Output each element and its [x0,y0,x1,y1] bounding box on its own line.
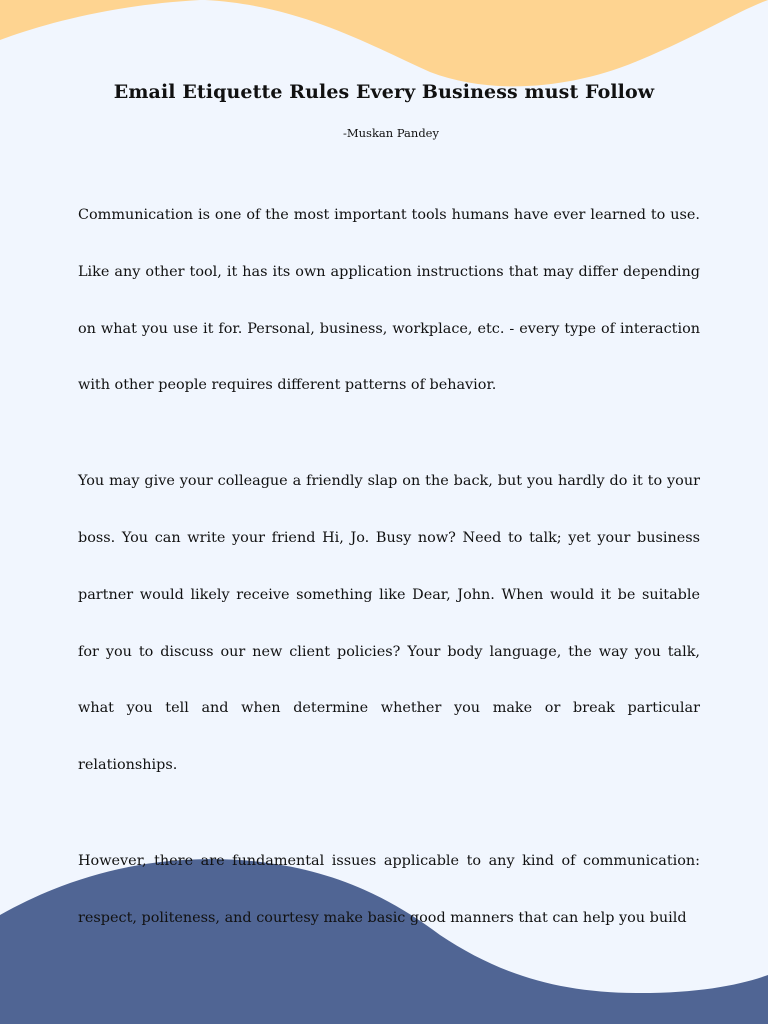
body-paragraph: You may give your colleague a friendly slap on the back, but you hardly do it to your boss. You can write your friend Hi, Jo. Busy now? Need to talk; yet your business partner would likely receive something like Dear, John. When would it be suitable for you to discuss our new client policies? Your body language, the way you talk, what you tell and when determine whether you make or break particular relationships. [78,473,700,774]
body-paragraph: However, there are fundamental issues applicable to any kind of communication: respect, politeness, and courtesy make basic good manners that can help you build [78,852,700,926]
body-paragraph: Communication is one of the most important tools humans have ever learned to use. Like any other tool, it has its own application instructions that may differ depending on what you use it for. Personal, business, workplace, etc. - every type of interaction with other people requires different patterns of behavior. [78,207,700,394]
document-body [78,187,700,986]
document-author: -Muskan Pandey [342,126,439,140]
document-title: Email Etiquette Rules Every Business must Follow [113,81,655,103]
